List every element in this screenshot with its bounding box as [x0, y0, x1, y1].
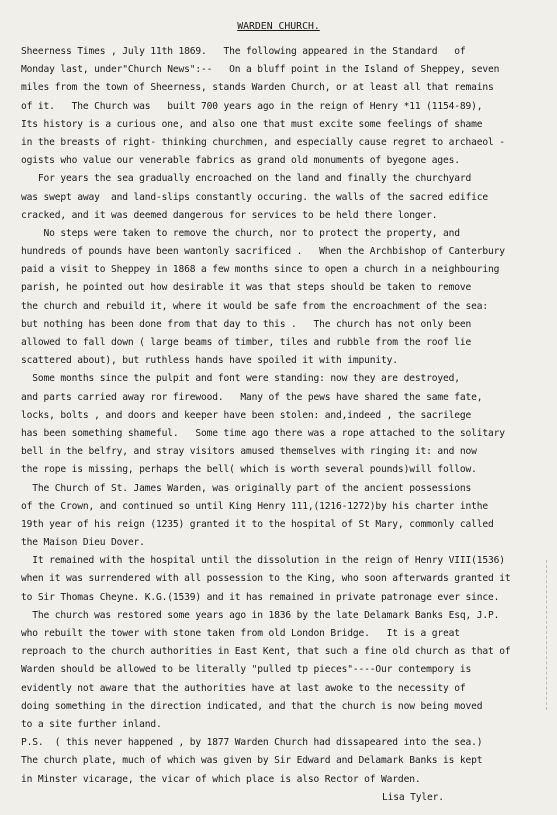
- text-line: parish, he pointed out how desirable it was that steps should be taken to remove: [21, 282, 472, 294]
- paragraph: [21, 607, 551, 734]
- text-line: For years the sea gradually encroached on the land and finally the churchyard: [21, 173, 472, 185]
- text-line: the Maison Dieu Dover.: [21, 537, 145, 549]
- text-line: hundreds of pounds have been wantonly sacrificed . When the Archbishop of Canterbury: [21, 246, 505, 258]
- paragraph: [21, 43, 551, 170]
- text-line: who rebuilt the tower with stone taken from old London Bridge. It is a great: [21, 628, 460, 639]
- text-line: evidently not aware that the authorities have at last awoke to the necessity of: [21, 682, 466, 694]
- signature: Lisa Tyler.: [382, 791, 444, 803]
- text-line: Its history is a curious one, and also one that must excite some feelings of shame: [21, 118, 483, 130]
- text-line: allowed to fall down ( large beams of timber, tiles and rubble from the roof lie: [21, 337, 472, 348]
- text-line: cracked, and it was deemed dangerous for services to be held there longer.: [21, 209, 438, 221]
- text-line: of it. The Church was built 700 years ago in the reign of Henry *11 (1154-89),: [21, 100, 483, 112]
- text-line: miles from the town of Sheerness, stands Warden Church, or at least all that remains: [21, 82, 494, 94]
- text-line: reproach to the church authorities in East Kent, that such a fine old church as that of: [21, 646, 511, 658]
- text-line: in Minster vicarage, the vicar of which place is also Rector of Warden.: [21, 773, 421, 785]
- page-edge-mark: [546, 560, 555, 710]
- text-line: locks, bolts , and doors and keeper have been stolen: and,indeed , the sacrilege: [21, 409, 472, 421]
- text-line: Sheerness Times , July 11th 1869. The following appeared in the Standard of: [21, 46, 466, 57]
- text-line: Monday last, under"Church News":-- On a bluff point in the Island of Sheppey, seven: [21, 64, 500, 76]
- paragraph: [21, 170, 551, 225]
- paragraph: [21, 734, 551, 789]
- paragraph: [21, 370, 551, 479]
- text-line: scattered about), but ruthless hands have spoiled it with impunity.: [21, 355, 398, 367]
- text-line: bell in the belfry, and stray visitors amused themselves with ringing it: and now: [21, 446, 477, 458]
- text-line: Warden should be allowed to be literally "pulled tp pieces"----Our contempory is: [21, 664, 472, 676]
- document-body: [21, 43, 551, 807]
- paragraph: [21, 225, 551, 371]
- paragraph: [21, 552, 551, 607]
- text-line: No steps were taken to remove the church, nor to protect the property, and: [21, 227, 460, 239]
- text-line: but nothing has been done from that day to this . The church has not only been: [21, 318, 472, 330]
- text-line: the rope is missing, perhaps the bell( which is worth several pounds)will follow.: [21, 464, 477, 476]
- text-line: to a site further inland.: [21, 718, 162, 730]
- text-line: was swept away and land-slips constantly occuring. the walls of the sacred edifice: [21, 191, 488, 203]
- document-title: WARDEN CHURCH.: [237, 21, 320, 32]
- text-line: the church and rebuild it, where it would be safe from the encroachment of the sea:: [21, 300, 488, 312]
- text-line: when it was surrendered with all possession to the King, who soon afterwards granted it: [21, 573, 511, 585]
- paragraph: [21, 480, 551, 553]
- text-line: The church plate, much of which was given by Sir Edward and Delamark Banks is kept: [21, 755, 483, 767]
- text-line: The Church of St. James Warden, was originally part of the ancient possessions: [21, 482, 472, 494]
- text-line: Some months since the pulpit and font were standing: now they are destroyed,: [21, 373, 460, 385]
- text-line: has been something shameful. Some time ago there was a rope attached to the solitary: [21, 427, 505, 439]
- text-line: P.S. ( this never happened , by 1877 Warden Church had dissapeared into the sea.): [21, 737, 483, 749]
- text-line: 19th year of his reign (1235) granted it to the hospital of St Mary, commonly called: [21, 518, 494, 530]
- text-line: of the Crown, and continued so until King Henry 111,(1216-1272)by his charter inthe: [21, 500, 488, 512]
- text-line: It remained with the hospital until the dissolution in the reign of Henry VIII(1536): [21, 555, 505, 567]
- text-line: paid a visit to Sheppey in 1868 a few months since to open a church in a neighbouring: [21, 264, 500, 276]
- text-line: and parts carried away ror firewood. Many of the pews have shared the same fate,: [21, 391, 483, 403]
- text-line: ogists who value our venerable fabrics as grand old monuments of byegone ages.: [21, 155, 460, 167]
- text-line: in the breasts of right- thinking churchmen, and especially cause regret to archaeol -: [21, 136, 505, 148]
- text-line: The church was restored some years ago in 1836 by the late Delamark Banks Esq, J.P.: [21, 609, 500, 621]
- text-line: doing something in the direction indicated, and that the church is now being moved: [21, 700, 483, 712]
- text-line: to Sir Thomas Cheyne. K.G.(1539) and it has remained in private patronage ever since.: [21, 591, 500, 603]
